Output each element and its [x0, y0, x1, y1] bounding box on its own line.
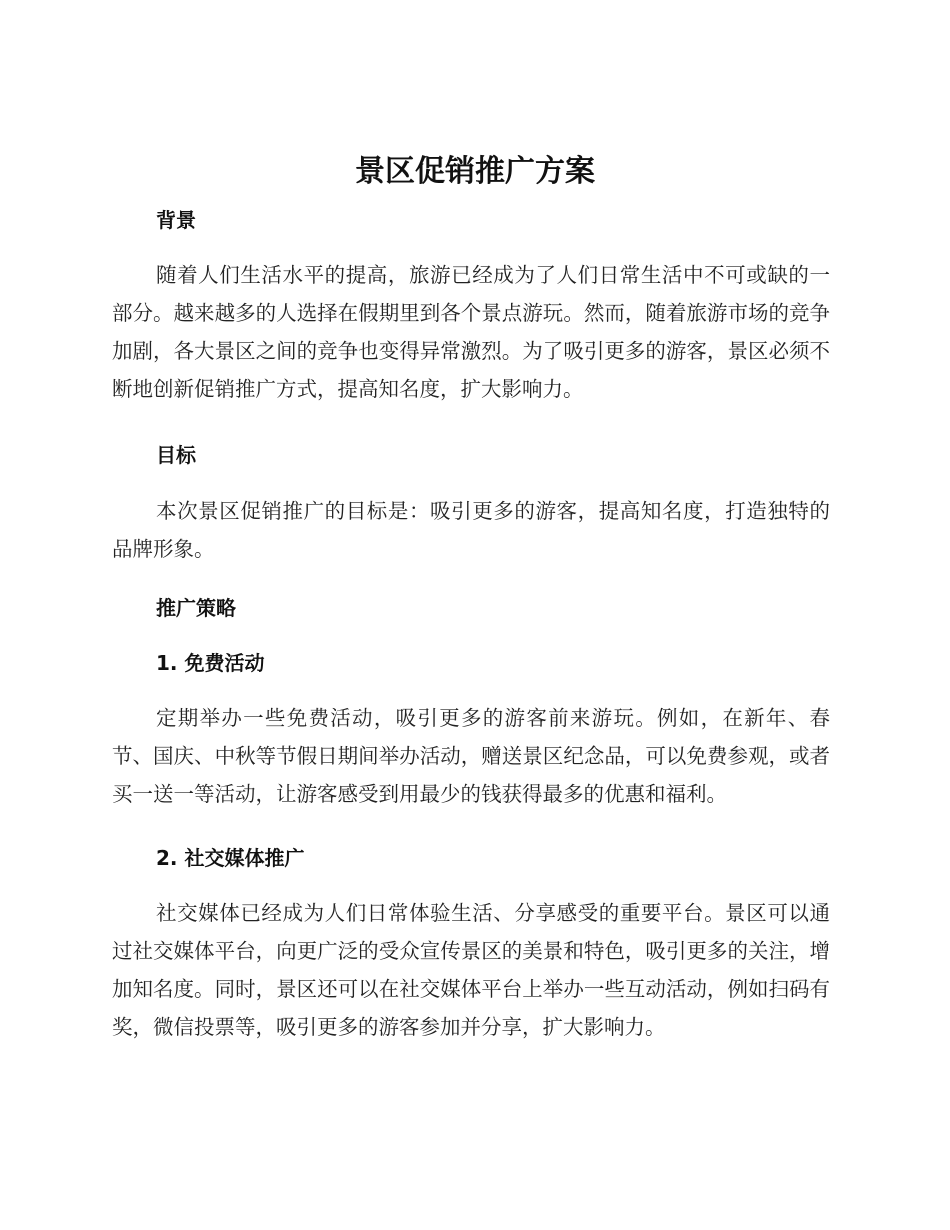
paragraph-background: 随着人们生活水平的提高，旅游已经成为了人们日常生活中不可或缺的一部分。越来越多的人选择在假期里到各个景点游玩。然而，随着旅游市场的竞争加剧，各大景区之间的竞争也变得异常激烈。为了吸引更多的游客，景区必须不断地创新促销推广方式，提高知名度，扩大影响力。: [112, 263, 830, 401]
section-heading-free-activities: 1. 免费活动: [156, 651, 265, 675]
section-heading-social-media: 2. 社交媒体推广: [156, 846, 305, 870]
paragraph-social-media: 社交媒体已经成为人们日常体验生活、分享感受的重要平台。景区可以通过社交媒体平台，向更广泛的受众宣传景区的美景和特色，吸引更多的关注，增加知名度。同时，景区还可以在社交媒体平台上举办一些互动活动，例如扫码有奖，微信投票等，吸引更多的游客参加并分享，扩大影响力。: [112, 901, 830, 1039]
section-heading-background: 背景: [156, 208, 196, 232]
section-heading-goal: 目标: [156, 443, 196, 467]
paragraph-free-activities: 定期举办一些免费活动，吸引更多的游客前来游玩。例如，在新年、春节、国庆、中秋等节假日期间举办活动，赠送景区纪念品，可以免费参观，或者买一送一等活动，让游客感受到用最少的钱获得最多的优惠和福利。: [112, 706, 830, 806]
paragraph-goal: 本次景区促销推广的目标是：吸引更多的游客，提高知名度，打造独特的品牌形象。: [112, 499, 830, 561]
document-title: 景区促销推广方案: [355, 154, 595, 189]
section-heading-strategy: 推广策略: [156, 596, 236, 620]
